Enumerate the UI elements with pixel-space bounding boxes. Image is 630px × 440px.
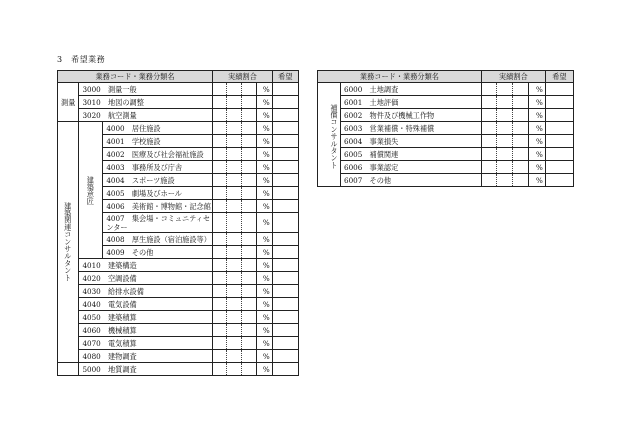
ratio-input-cell[interactable] [241,148,257,161]
wish-checkbox-cell[interactable] [272,148,298,161]
wish-checkbox-cell[interactable] [272,259,298,272]
ratio-input-cell[interactable] [213,337,227,350]
ratio-input-cell[interactable] [213,213,227,233]
wish-checkbox-cell[interactable] [272,122,298,135]
ratio-input-cell[interactable] [497,109,512,122]
percent-sign: % [257,213,273,233]
ratio-input-cell[interactable] [213,109,227,122]
wish-checkbox-cell[interactable] [272,363,298,376]
table-row [58,259,299,272]
right-header-row [318,71,574,83]
wish-checkbox-cell[interactable] [272,174,298,187]
table-row [58,122,299,135]
percent-sign: % [257,259,273,272]
business-name: 居住施設 [131,123,161,133]
ratio-input-cell[interactable] [227,187,241,200]
business-code: 6006 [344,162,363,172]
business-code: 4080 [82,351,101,361]
ratio-input-cell[interactable] [512,135,529,148]
business-code: 6004 [344,136,363,146]
business-code-name [79,337,213,350]
business-code-name [79,311,213,324]
ratio-input-cell[interactable] [241,200,257,213]
group-label: 建築意匠 [79,122,103,259]
ratio-input-cell[interactable] [497,135,512,148]
percent-sign: % [529,109,546,122]
ratio-input-cell[interactable] [227,109,241,122]
business-name: その他 [369,175,392,185]
business-name: 電気積算 [107,338,137,348]
ratio-input-cell[interactable] [227,298,241,311]
percent-sign: % [257,174,273,187]
empty-group-cell [58,363,79,376]
percent-sign: % [529,161,546,174]
ratio-input-cell[interactable] [227,324,241,337]
business-name: 建築構造 [107,260,137,270]
business-code: 4008 [106,234,125,244]
wish-checkbox-cell[interactable] [545,135,573,148]
business-code: 4005 [106,188,125,198]
left-business-table [57,70,299,376]
business-code: 3010 [82,97,101,107]
table-row [318,83,574,96]
percent-sign: % [257,122,273,135]
ratio-input-cell[interactable] [213,174,227,187]
table-row [318,174,574,187]
business-code-name [103,174,213,187]
business-code-name [103,135,213,148]
ratio-input-cell[interactable] [227,311,241,324]
business-code: 3000 [82,84,101,94]
ratio-input-cell[interactable] [227,246,241,259]
ratio-input-cell[interactable] [241,285,257,298]
right-business-table [317,70,574,187]
business-code-name [79,109,213,122]
business-name: 測量一般 [107,84,137,94]
percent-sign: % [257,363,273,376]
ratio-input-cell[interactable] [213,246,227,259]
business-code-name [341,96,482,109]
wish-checkbox-cell[interactable] [272,161,298,174]
ratio-input-cell[interactable] [227,259,241,272]
ratio-input-cell[interactable] [213,298,227,311]
ratio-input-cell[interactable] [241,233,257,246]
table-row [58,272,299,285]
percent-sign: % [257,311,273,324]
ratio-input-cell[interactable] [512,161,529,174]
ratio-input-cell[interactable] [481,161,496,174]
ratio-input-cell[interactable] [481,174,496,187]
business-code: 4030 [82,286,101,296]
ratio-input-cell[interactable] [213,311,227,324]
ratio-input-cell[interactable] [241,259,257,272]
header-category: 業務コード・業務分類名 [58,71,213,83]
ratio-input-cell[interactable] [481,122,496,135]
ratio-input-cell[interactable] [241,161,257,174]
percent-sign: % [257,161,273,174]
ratio-input-cell[interactable] [213,285,227,298]
table-row [58,109,299,122]
business-name: 空調設備 [107,273,137,283]
percent-sign: % [529,174,546,187]
business-name: 建物調査 [107,351,137,361]
ratio-input-cell[interactable] [213,135,227,148]
ratio-input-cell[interactable] [497,96,512,109]
business-code-name [79,96,213,109]
business-name: 土地調査 [369,84,399,94]
wish-checkbox-cell[interactable] [272,285,298,298]
business-code-name [79,285,213,298]
ratio-input-cell[interactable] [241,337,257,350]
business-name: 事業認定 [369,162,399,172]
business-name: 地図の調整 [107,97,144,107]
ratio-input-cell[interactable] [227,213,241,233]
section-title: 3 希望業務 [57,55,106,64]
wish-checkbox-cell[interactable] [272,324,298,337]
header-category: 業務コード・業務分類名 [318,71,482,83]
ratio-input-cell[interactable] [213,259,227,272]
ratio-input-cell[interactable] [213,161,227,174]
business-code: 4009 [106,247,125,257]
ratio-input-cell[interactable] [227,337,241,350]
percent-sign: % [257,96,273,109]
ratio-input-cell[interactable] [481,109,496,122]
percent-sign: % [257,200,273,213]
business-code: 3020 [82,110,101,120]
business-name: 美術館・博物館・記念館 [131,201,211,211]
business-code-name [341,161,482,174]
group-label: 測量 [58,83,79,122]
business-code: 4006 [106,201,125,211]
wish-checkbox-cell[interactable] [545,83,573,96]
ratio-input-cell[interactable] [481,96,496,109]
ratio-input-cell[interactable] [213,96,227,109]
ratio-input-cell[interactable] [497,83,512,96]
business-code: 4003 [106,162,125,172]
business-code: 4050 [82,312,101,322]
group-label: 補償コンサルタント [318,83,341,187]
ratio-input-cell[interactable] [481,148,496,161]
ratio-input-cell[interactable] [227,161,241,174]
table-row [318,122,574,135]
ratio-input-cell[interactable] [497,122,512,135]
business-code: 6003 [344,123,363,133]
table-row [58,350,299,363]
ratio-input-cell[interactable] [241,122,257,135]
wish-checkbox-cell[interactable] [272,83,298,96]
table-row [58,298,299,311]
table-row [318,148,574,161]
percent-sign: % [257,272,273,285]
business-code-name [103,213,213,233]
business-code-name [341,135,482,148]
ratio-input-cell[interactable] [227,200,241,213]
business-code-name [79,350,213,363]
ratio-input-cell[interactable] [227,272,241,285]
business-code-name [79,298,213,311]
group-label: 建築関連コンサルタント [58,122,79,363]
business-code-name [79,363,213,376]
business-code-name [103,122,213,135]
business-name: 集会場・コミュニティセンター [106,213,211,232]
business-code: 4007 [106,213,125,223]
business-name: 補償関連 [369,149,399,159]
percent-sign: % [257,83,273,96]
table-row [318,109,574,122]
business-code: 6005 [344,149,363,159]
ratio-input-cell[interactable] [512,109,529,122]
business-name: 厚生施設（宿泊施設等） [131,234,211,244]
business-code-name [79,324,213,337]
percent-sign: % [529,83,546,96]
wish-checkbox-cell[interactable] [545,148,573,161]
table-row [58,83,299,96]
business-name: 物件及び機械工作物 [369,110,435,120]
ratio-input-cell[interactable] [241,174,257,187]
business-name: 事業損失 [369,136,399,146]
wish-checkbox-cell[interactable] [272,298,298,311]
business-code-name [341,83,482,96]
business-name: 劇場及びホール [131,188,182,198]
table-row [318,135,574,148]
ratio-input-cell[interactable] [213,122,227,135]
percent-sign: % [257,233,273,246]
wish-checkbox-cell[interactable] [272,350,298,363]
business-code: 4004 [106,175,125,185]
ratio-input-cell[interactable] [512,174,529,187]
business-code: 6000 [344,84,363,94]
business-code: 4060 [82,325,101,335]
ratio-input-cell[interactable] [512,96,529,109]
business-code-name [341,109,482,122]
business-code: 4020 [82,273,101,283]
ratio-input-cell[interactable] [481,83,496,96]
wish-checkbox-cell[interactable] [272,246,298,259]
ratio-input-cell[interactable] [213,233,227,246]
wish-checkbox-cell[interactable] [272,96,298,109]
business-code: 6002 [344,110,363,120]
ratio-input-cell[interactable] [213,350,227,363]
business-code: 6001 [344,97,363,107]
percent-sign: % [529,135,546,148]
wish-checkbox-cell[interactable] [272,337,298,350]
table-row [58,96,299,109]
percent-sign: % [257,187,273,200]
business-code: 4002 [106,149,125,159]
business-code-name [103,148,213,161]
ratio-input-cell[interactable] [213,148,227,161]
ratio-input-cell[interactable] [227,363,241,376]
ratio-input-cell[interactable] [227,96,241,109]
header-wish: 希望 [545,71,573,83]
ratio-input-cell[interactable] [241,83,257,96]
ratio-input-cell[interactable] [227,83,241,96]
ratio-input-cell[interactable] [241,298,257,311]
wish-checkbox-cell[interactable] [272,109,298,122]
business-code: 4010 [82,260,101,270]
business-code: 6007 [344,175,363,185]
ratio-input-cell[interactable] [241,135,257,148]
wish-checkbox-cell[interactable] [545,174,573,187]
business-code-name [79,83,213,96]
percent-sign: % [529,122,546,135]
ratio-input-cell[interactable] [241,96,257,109]
business-name: スポーツ施設 [131,175,175,185]
percent-sign: % [257,246,273,259]
percent-sign: % [257,135,273,148]
table-row [318,161,574,174]
business-code-name [341,122,482,135]
business-name: 建築積算 [107,312,137,322]
business-name: 学校施設 [131,136,161,146]
ratio-input-cell[interactable] [227,122,241,135]
business-code-name [103,161,213,174]
ratio-input-cell[interactable] [241,109,257,122]
percent-sign: % [257,109,273,122]
percent-sign: % [529,96,546,109]
ratio-input-cell[interactable] [497,174,512,187]
ratio-input-cell[interactable] [227,233,241,246]
business-name: その他 [131,247,154,257]
ratio-input-cell[interactable] [497,148,512,161]
business-code: 4001 [106,136,125,146]
business-code-name [79,259,213,272]
ratio-input-cell[interactable] [227,174,241,187]
table-row [318,96,574,109]
business-name: 電気設備 [107,299,137,309]
ratio-input-cell[interactable] [241,187,257,200]
wish-checkbox-cell[interactable] [272,311,298,324]
business-name: 航空測量 [107,110,137,120]
wish-checkbox-cell[interactable] [272,200,298,213]
business-code-name [103,246,213,259]
ratio-input-cell[interactable] [241,350,257,363]
wish-checkbox-cell[interactable] [272,272,298,285]
ratio-input-cell[interactable] [213,272,227,285]
ratio-input-cell[interactable] [512,83,529,96]
percent-sign: % [257,285,273,298]
ratio-input-cell[interactable] [241,324,257,337]
business-name: 地質調査 [107,364,137,374]
business-name: 営業補償・特殊補償 [369,123,435,133]
ratio-input-cell[interactable] [241,311,257,324]
ratio-input-cell[interactable] [241,363,257,376]
business-code-name [79,272,213,285]
ratio-input-cell[interactable] [213,187,227,200]
table-row [58,311,299,324]
header-wish: 希望 [272,71,298,83]
left-header-row [58,71,299,83]
percent-sign: % [257,324,273,337]
table-row [58,363,299,376]
ratio-input-cell[interactable] [512,148,529,161]
business-code-name [103,233,213,246]
business-code-name [103,187,213,200]
ratio-input-cell[interactable] [497,161,512,174]
business-code: 5000 [82,364,101,374]
ratio-input-cell[interactable] [213,200,227,213]
table-row [58,285,299,298]
header-ratio: 実績割合 [481,71,545,83]
ratio-input-cell[interactable] [213,83,227,96]
table-row [58,324,299,337]
ratio-input-cell[interactable] [227,350,241,363]
wish-checkbox-cell[interactable] [545,122,573,135]
ratio-input-cell[interactable] [512,122,529,135]
business-code: 4000 [106,123,125,133]
wish-checkbox-cell[interactable] [545,96,573,109]
business-code-name [341,148,482,161]
wish-checkbox-cell[interactable] [272,135,298,148]
percent-sign: % [257,298,273,311]
business-code-name [103,200,213,213]
business-name: 給排水設備 [107,286,144,296]
ratio-input-cell[interactable] [241,246,257,259]
header-ratio: 実績割合 [213,71,273,83]
ratio-input-cell[interactable] [227,135,241,148]
wish-checkbox-cell[interactable] [545,161,573,174]
wish-checkbox-cell[interactable] [272,187,298,200]
percent-sign: % [257,148,273,161]
business-name: 医療及び社会福祉施設 [131,149,204,159]
business-code: 4070 [82,338,101,348]
business-name: 事務所及び庁舎 [131,162,183,172]
business-name: 機械積算 [107,325,137,335]
table-row [58,337,299,350]
business-code: 4040 [82,299,101,309]
business-code-name [341,174,482,187]
ratio-input-cell[interactable] [227,148,241,161]
wish-checkbox-cell[interactable] [272,213,298,233]
ratio-input-cell[interactable] [213,363,227,376]
percent-sign: % [257,337,273,350]
business-name: 土地評価 [369,97,399,107]
wish-checkbox-cell[interactable] [272,233,298,246]
percent-sign: % [529,148,546,161]
ratio-input-cell[interactable] [241,272,257,285]
ratio-input-cell[interactable] [227,285,241,298]
ratio-input-cell[interactable] [481,135,496,148]
ratio-input-cell[interactable] [213,324,227,337]
percent-sign: % [257,350,273,363]
wish-checkbox-cell[interactable] [545,109,573,122]
ratio-input-cell[interactable] [241,213,257,233]
